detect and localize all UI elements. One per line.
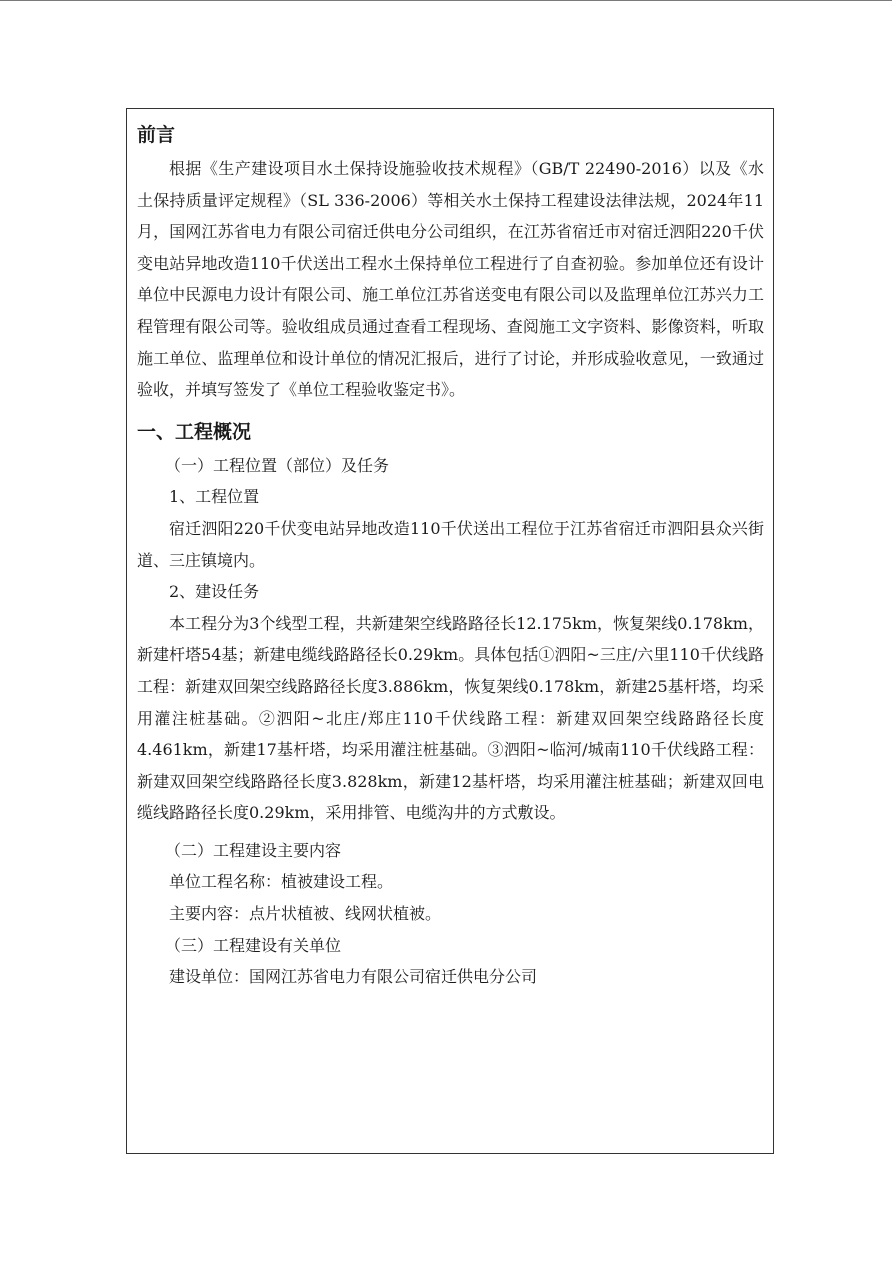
item-task-title: 2、建设任务 [169, 582, 260, 602]
preface-heading: 前言 [137, 124, 176, 146]
preface-paragraph: 根据《生产建设项目水土保持设施验收技术规程》（GB/T 22490-2016）以及《水土保持质量评定规程》（SL 336-2006）等相关水土保持工程建设法律法规，2024年11月，国网江苏省电力有限公司宿迁供电分公司组织，在江苏省宿迁市对宿迁泗阳220千伏变电站异地改造110千伏送出工程水土保持单位工程进行了自查初验。参加单位还有设计单位中民源电力设计有限公司、施工单位江苏省送变电有限公司以及监理单位江苏兴力工程管理有限公司等。验收组成员通过查看工程现场、查阅施工文字资料、影像资料，听取施工单位、监理单位和设计单位的情况汇报后，进行了讨论，并形成验收意见，一致通过验收，并填写签发了《单位工程验收鉴定书》。 [137, 159, 764, 400]
item-location-title: 1、工程位置 [169, 487, 260, 507]
overview-heading: 一、工程概况 [137, 420, 252, 443]
item-task-text: 本工程分为3个线型工程，共新建架空线路路径长12.175km，恢复架线0.178km，新建杆塔54基；新建电缆线路路径长0.29km。具体包括①泗阳~三庄/六里110千伏线路工程：新建双回架空线路路径长度3.886km，恢复架线0.178km，新建25基杆塔，均采用灌注桩基础。②泗阳~北庄/郑庄110千伏线路工程：新建双回架空线路路径长度4.461km，新建17基杆塔，均采用灌注桩基础。③泗阳~临河/城南110千伏线路工程：新建双回架空线路路径长度3.828km，新建12基杆塔，均采用灌注桩基础；新建双回电缆线路路径长度0.29km，采用排管、电缆沟井的方式敷设。 [137, 613, 764, 823]
document-frame [126, 108, 774, 1154]
unit-project-name: 单位工程名称：植被建设工程。 [169, 872, 394, 892]
section-location-heading: （一）工程位置（部位）及任务 [165, 455, 390, 475]
builder-unit-text: 建设单位：国网江苏省电力有限公司宿迁供电分公司 [169, 967, 538, 987]
section-related-units-heading: （三）工程建设有关单位 [165, 935, 342, 955]
main-content-text: 主要内容：点片状植被、线网状植被。 [169, 904, 442, 924]
section-main-content-heading: （二）工程建设主要内容 [165, 840, 342, 860]
item-location-text: 宿迁泗阳220千伏变电站异地改造110千伏送出工程位于江苏省宿迁市泗阳县众兴街道、三庄镇境内。 [137, 518, 764, 570]
page-top-rule [0, 0, 892, 1]
